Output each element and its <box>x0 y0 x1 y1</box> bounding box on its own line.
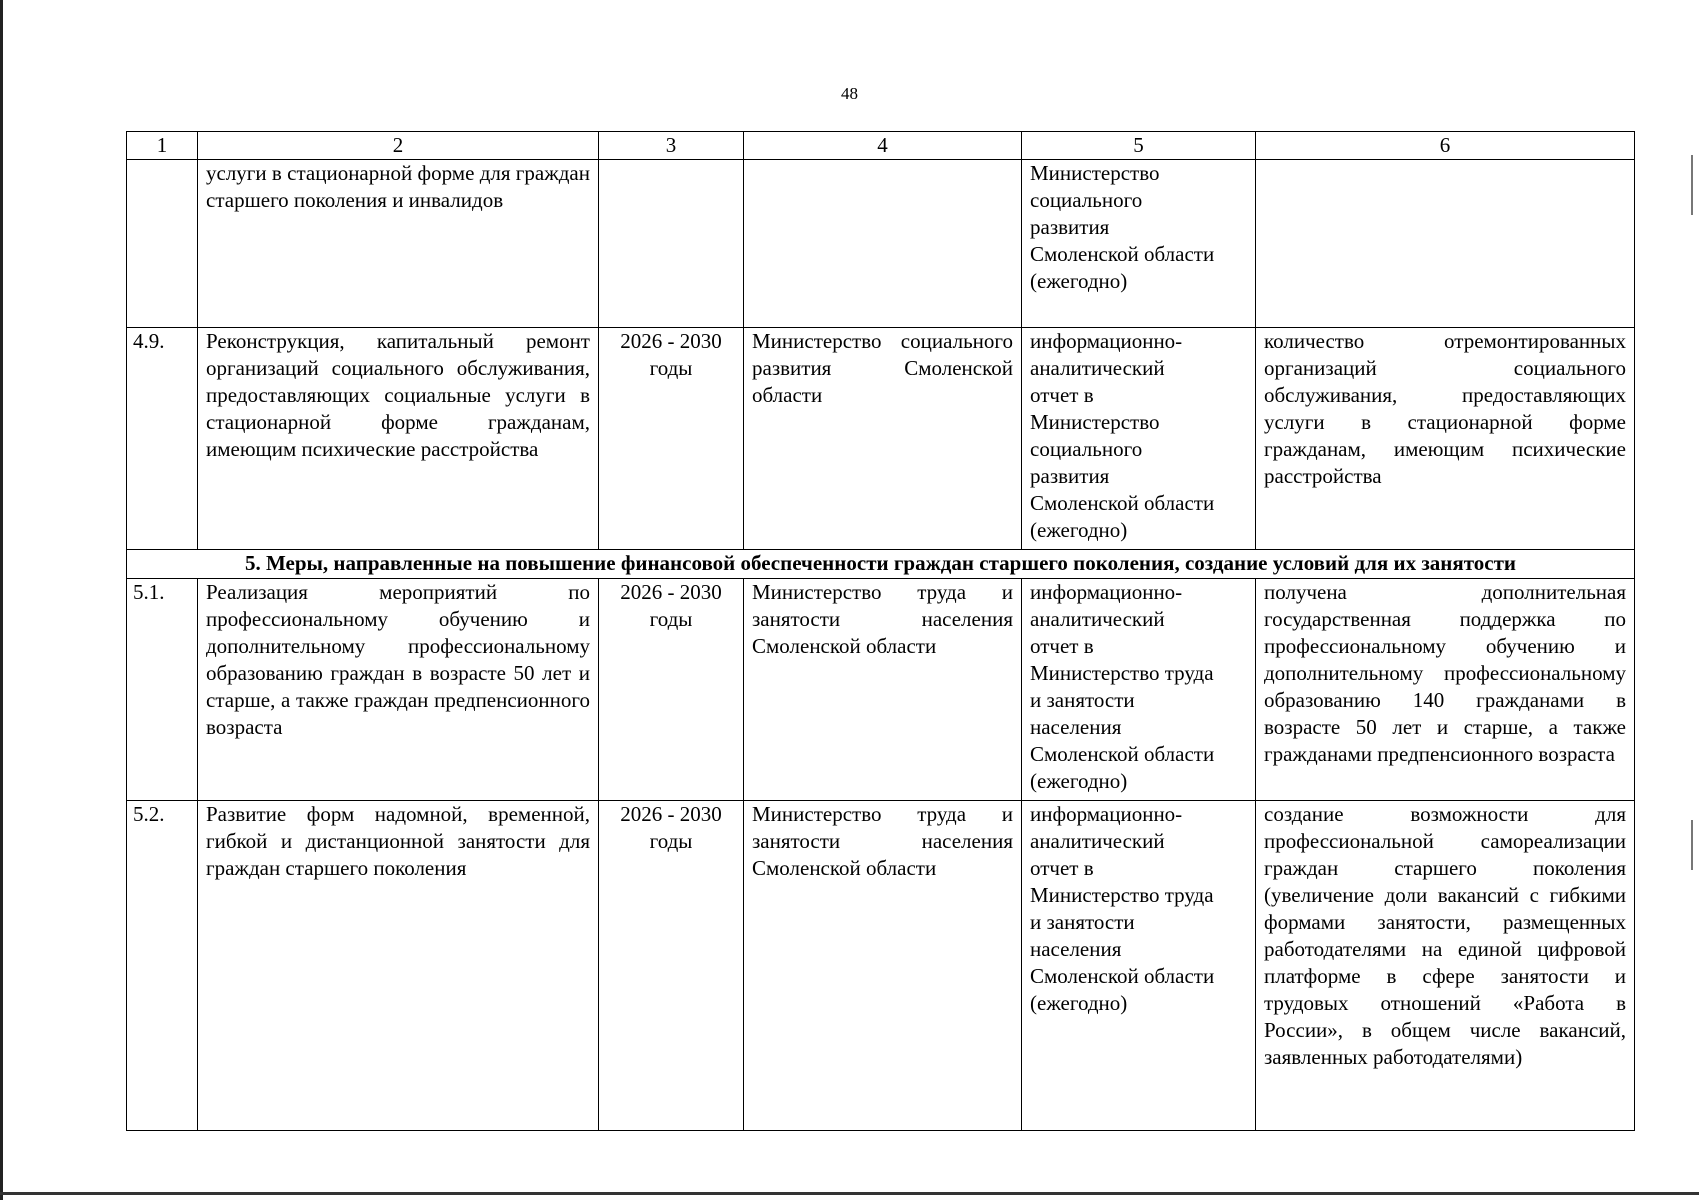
section-title: 5. Меры, направленные на повышение финансовой обеспеченности граждан старшего поколения, создание условий для их занятости <box>127 550 1635 579</box>
result-cell: количество отремонтированных организаций социального обслуживания, предоставляющих услуги в стационарной форме гражданам, имеющим психические расстройства <box>1256 328 1635 550</box>
executor-cell <box>744 160 1022 328</box>
result-cell: получена дополнительная государственная поддержка по профессиональному обучению и дополнительному профессиональному образованию 140 гражданами в возрасте 50 лет и старше, а также гражданами предпенсионного возраста <box>1256 579 1635 801</box>
column-header-1: 1 <box>127 132 198 160</box>
report-cell: Министерство социального развития Смоленской области (ежегодно) <box>1022 160 1256 328</box>
measure-cell: Развитие форм надомной, временной, гибкой и дистанционной занятости для граждан старшего поколения <box>198 801 599 1131</box>
report-cell: информационно- аналитический отчет в Министерство социального развития Смоленской области (ежегодно) <box>1022 328 1256 550</box>
row-number: 4.9. <box>127 328 198 550</box>
executor-cell: Министерство социального развития Смоленской области <box>744 328 1022 550</box>
period-cell: 2026 - 2030 годы <box>599 801 744 1131</box>
period-cell: 2026 - 2030 годы <box>599 579 744 801</box>
executor-cell: Министерство труда и занятости населения Смоленской области <box>744 801 1022 1131</box>
period-cell: 2026 - 2030 годы <box>599 328 744 550</box>
row-number <box>127 160 198 328</box>
scan-artifact-tick <box>1691 820 1693 870</box>
table-header-row <box>127 132 1635 160</box>
measure-cell: Реализация мероприятий по профессиональному обучению и дополнительному профессиональному образованию граждан в возрасте 50 лет и старше, а также граждан предпенсионного возраста <box>198 579 599 801</box>
page-number: 48 <box>841 84 858 103</box>
report-cell: информационно- аналитический отчет в Министерство труда и занятости населения Смоленской области (ежегодно) <box>1022 579 1256 801</box>
row-number: 5.2. <box>127 801 198 1131</box>
column-header-5: 5 <box>1022 132 1256 160</box>
result-cell <box>1256 160 1635 328</box>
row-number: 5.1. <box>127 579 198 801</box>
period-cell <box>599 160 744 328</box>
column-header-3: 3 <box>599 132 744 160</box>
measure-cell: Реконструкция, капитальный ремонт организаций социального обслуживания, предоставляющих социальные услуги в стационарной форме гражданам, имеющим психические расстройства <box>198 328 599 550</box>
column-header-4: 4 <box>744 132 1022 160</box>
measure-cell: услуги в стационарной форме для граждан старшего поколения и инвалидов <box>198 160 599 328</box>
column-header-2: 2 <box>198 132 599 160</box>
measures-table <box>126 131 1635 1131</box>
table-row <box>127 579 1635 801</box>
scan-artifact-tick <box>1691 155 1693 215</box>
report-cell: информационно- аналитический отчет в Министерство труда и занятости населения Смоленской области (ежегодно) <box>1022 801 1256 1131</box>
scan-left-edge <box>0 0 3 1200</box>
section-row <box>127 550 1635 579</box>
table-row <box>127 801 1635 1131</box>
result-cell: создание возможности для профессиональной самореализации граждан старшего поколения (увеличение доли вакансий с гибкими формами занятости, размещенных работодателями на единой цифровой платформе в сфере занятости и трудовых отношений «Работа в России», в общем числе вакансий, заявленных работодателями) <box>1256 801 1635 1131</box>
table-row <box>127 328 1635 550</box>
scan-bottom-edge <box>0 1192 1699 1195</box>
executor-cell: Министерство труда и занятости населения Смоленской области <box>744 579 1022 801</box>
table-row <box>127 160 1635 328</box>
column-header-6: 6 <box>1256 132 1635 160</box>
